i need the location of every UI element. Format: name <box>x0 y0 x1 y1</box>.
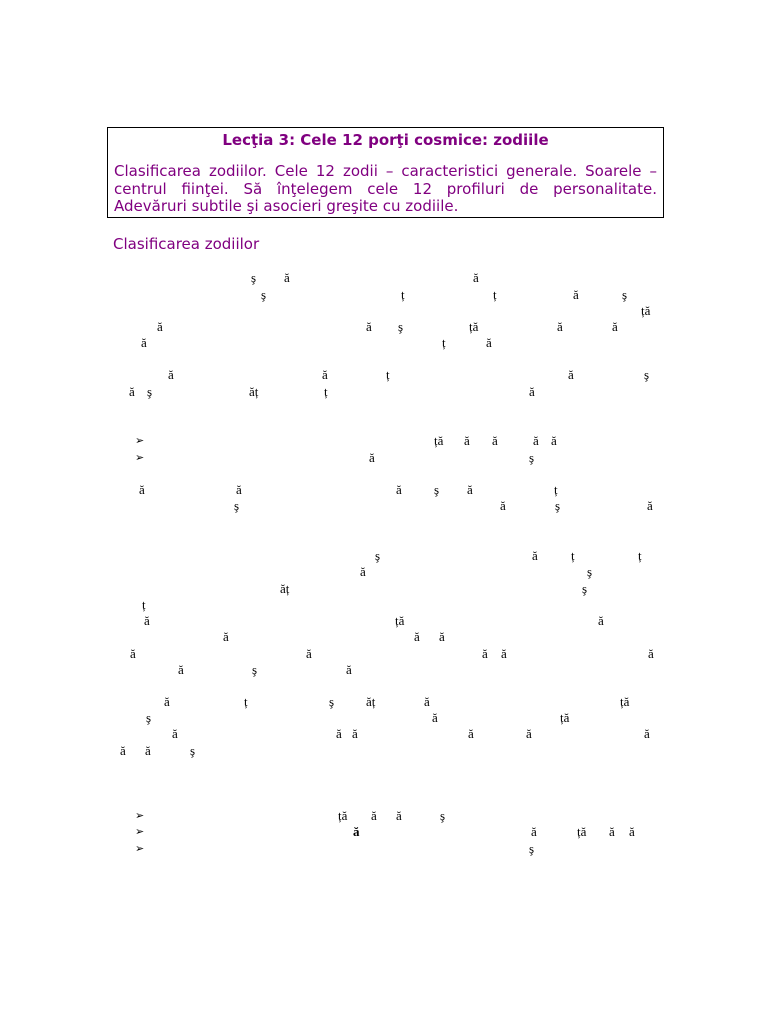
text-fragment: ă <box>164 694 170 709</box>
text-fragment: ăț <box>249 384 259 399</box>
text-line <box>0 710 768 726</box>
text-fragment: ă <box>526 726 532 741</box>
text-fragment: ță <box>641 303 651 318</box>
text-fragment: ț <box>244 694 248 709</box>
text-fragment: ț <box>442 335 446 350</box>
text-fragment: ş <box>147 384 153 399</box>
text-fragment: ă <box>500 498 506 513</box>
text-fragment: ă <box>353 824 360 839</box>
text-fragment: ş <box>146 710 152 725</box>
text-line <box>0 482 768 498</box>
text-fragment: ăț <box>280 581 290 596</box>
text-line <box>0 287 768 303</box>
text-fragment: ă <box>336 726 342 741</box>
text-line <box>0 629 768 645</box>
lesson-summary-box <box>107 127 664 218</box>
text-fragment: ă <box>145 743 151 758</box>
text-fragment: ă <box>573 287 579 302</box>
text-fragment: ă <box>178 662 184 677</box>
bullet-line <box>0 808 768 824</box>
text-fragment: ă <box>360 564 366 579</box>
text-line <box>0 662 768 678</box>
text-fragment: ț <box>571 548 575 563</box>
text-fragment: ş <box>261 287 267 302</box>
text-fragment: ă <box>612 319 618 334</box>
text-fragment: ă <box>531 824 537 839</box>
text-fragment: ță <box>338 808 348 823</box>
text-line <box>0 646 768 662</box>
text-line <box>0 597 768 613</box>
text-fragment: ş <box>375 548 381 563</box>
text-fragment: ă <box>467 482 473 497</box>
text-line <box>0 694 768 710</box>
text-line <box>0 726 768 742</box>
text-fragment: ă <box>568 367 574 382</box>
text-fragment: ă <box>609 824 615 839</box>
text-fragment: ş <box>440 808 446 823</box>
text-fragment: ş <box>644 367 650 382</box>
bullet-line <box>0 841 768 857</box>
text-fragment: ă <box>557 319 563 334</box>
text-line <box>0 548 768 564</box>
text-fragment: ă <box>346 662 352 677</box>
text-fragment: ă <box>369 450 375 465</box>
bullet-arrow-icon: ➢ <box>135 825 145 838</box>
bullet-arrow-icon: ➢ <box>135 434 145 447</box>
text-fragment: ță <box>434 433 444 448</box>
text-fragment: ă <box>501 646 507 661</box>
text-fragment: ă <box>322 367 328 382</box>
text-fragment: ă <box>396 808 402 823</box>
text-fragment: ț <box>493 287 497 302</box>
text-line <box>0 319 768 335</box>
text-fragment: ă <box>139 482 145 497</box>
text-fragment: ă <box>533 433 539 448</box>
text-fragment: ă <box>366 319 372 334</box>
text-fragment: ş <box>587 564 593 579</box>
text-fragment: ş <box>529 841 535 856</box>
text-fragment: ă <box>371 808 377 823</box>
summary-line: Clasificarea zodiilor. Cele 12 zodii – caracteristici generale. Soarele – <box>114 162 657 180</box>
summary-line: centrul fiinţei. Să înţelegem cele 12 profiluri de personalitate. <box>114 179 657 198</box>
text-fragment: ă <box>352 726 358 741</box>
text-fragment: ş <box>434 482 440 497</box>
bullet-arrow-icon: ➢ <box>135 809 145 822</box>
text-fragment: ă <box>236 482 242 497</box>
text-fragment: ă <box>551 433 557 448</box>
text-fragment: ă <box>473 270 479 285</box>
section-heading: Clasificarea zodiilor <box>113 235 260 253</box>
text-fragment: ă <box>130 646 136 661</box>
text-fragment: ă <box>120 743 126 758</box>
lesson-summary <box>114 163 657 216</box>
text-fragment: ş <box>252 662 258 677</box>
text-fragment: ă <box>492 433 498 448</box>
text-fragment: ş <box>582 581 588 596</box>
text-fragment: ă <box>129 384 135 399</box>
text-line <box>0 270 768 286</box>
text-fragment: ş <box>190 743 196 758</box>
text-fragment: ț <box>386 367 390 382</box>
text-fragment: ă <box>468 726 474 741</box>
text-fragment: ă <box>464 433 470 448</box>
text-fragment: ță <box>469 319 479 334</box>
text-fragment: ş <box>622 287 628 302</box>
text-fragment: ță <box>395 613 405 628</box>
text-fragment: ă <box>482 646 488 661</box>
text-fragment: ă <box>629 824 635 839</box>
text-fragment: ț <box>142 597 146 612</box>
text-line <box>0 581 768 597</box>
text-line <box>0 498 768 514</box>
lesson-title: Lecţia 3: Cele 12 porţi cosmice: zodiile <box>222 131 549 149</box>
text-line <box>0 743 768 759</box>
text-line <box>0 384 768 400</box>
text-fragment: ă <box>141 335 147 350</box>
text-fragment: ă <box>157 319 163 334</box>
text-fragment: ț <box>401 287 405 302</box>
text-line <box>0 564 768 580</box>
text-line <box>0 613 768 629</box>
text-fragment: ță <box>560 710 570 725</box>
text-fragment: ş <box>329 694 335 709</box>
text-fragment: ț <box>324 384 328 399</box>
text-fragment: ță <box>620 694 630 709</box>
text-fragment: ă <box>284 270 290 285</box>
text-fragment: ă <box>172 726 178 741</box>
text-fragment: ă <box>396 482 402 497</box>
text-fragment: ță <box>577 824 587 839</box>
text-fragment: ă <box>486 335 492 350</box>
text-fragment: ă <box>529 384 535 399</box>
text-fragment: ă <box>439 629 445 644</box>
text-fragment: ş <box>529 450 535 465</box>
text-line <box>0 303 768 319</box>
text-fragment: ăț <box>366 694 376 709</box>
bullet-line <box>0 824 768 840</box>
bullet-line <box>0 450 768 466</box>
text-fragment: ş <box>555 498 561 513</box>
bullet-arrow-icon: ➢ <box>135 842 145 855</box>
text-fragment: ă <box>648 646 654 661</box>
text-fragment: ă <box>532 548 538 563</box>
text-fragment: ă <box>306 646 312 661</box>
text-fragment: ă <box>598 613 604 628</box>
text-fragment: ă <box>432 710 438 725</box>
text-fragment: ş <box>234 498 240 513</box>
text-line <box>0 367 768 383</box>
text-fragment: ă <box>647 498 653 513</box>
text-fragment: ă <box>223 629 229 644</box>
text-fragment: ă <box>424 694 430 709</box>
text-fragment: ă <box>144 613 150 628</box>
text-fragment: ă <box>644 726 650 741</box>
bullet-line <box>0 433 768 449</box>
text-fragment: ț <box>554 482 558 497</box>
text-line <box>0 335 768 351</box>
text-fragment: ă <box>168 367 174 382</box>
text-fragment: ş <box>398 319 404 334</box>
bullet-arrow-icon: ➢ <box>135 451 145 464</box>
summary-line: Adevăruri subtile şi asocieri greşite cu zodiile. <box>114 197 459 215</box>
text-fragment: ă <box>414 629 420 644</box>
text-fragment: ț <box>638 548 642 563</box>
text-fragment: ş <box>251 270 257 285</box>
